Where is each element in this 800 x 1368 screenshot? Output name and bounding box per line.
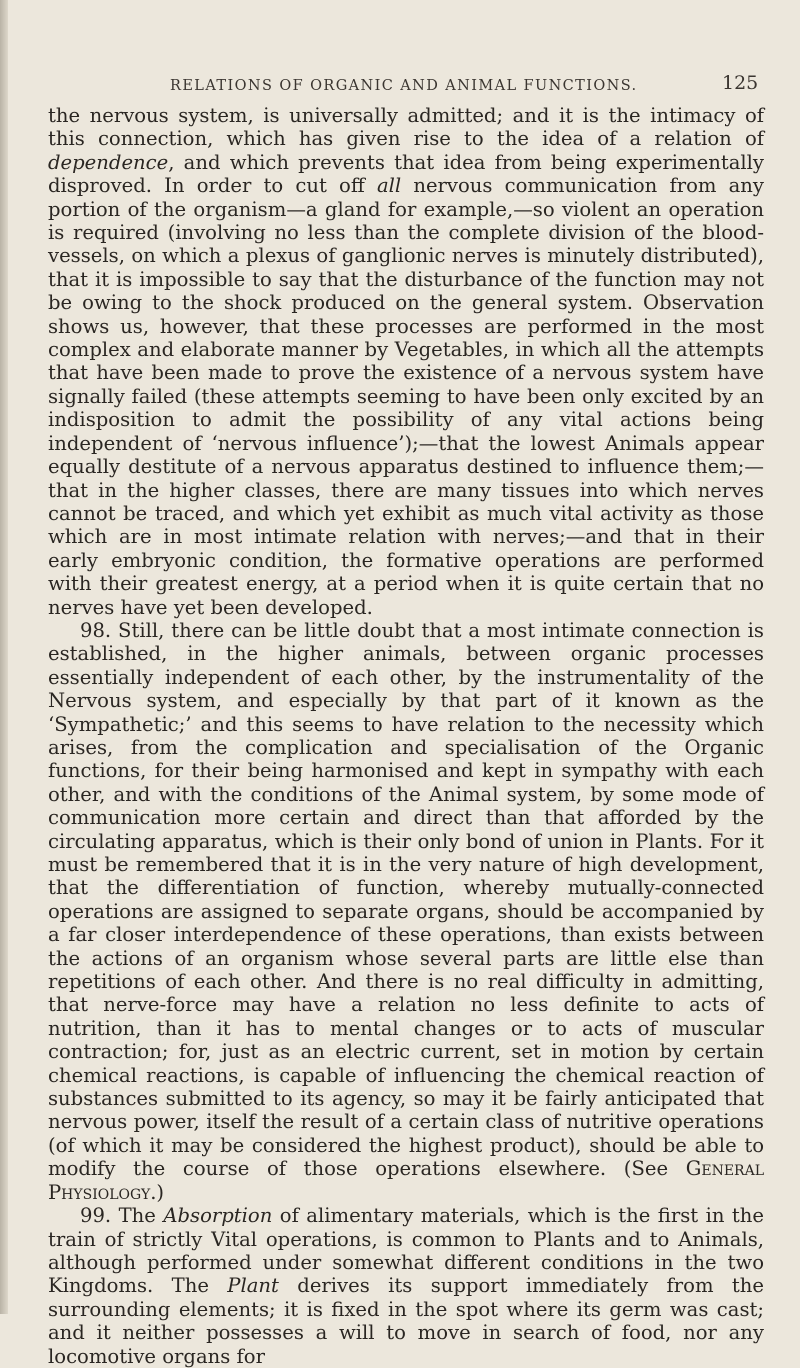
text-run: .)	[150, 1180, 165, 1204]
italic-run: Absorption	[163, 1204, 273, 1228]
page-number: 125	[722, 72, 759, 94]
running-head: RELATIONS OF ORGANIC AND ANIMAL FUNCTIONS.	[170, 78, 638, 94]
paragraph-continuation	[48, 104, 764, 619]
italic-run: dependence	[48, 150, 169, 174]
italic-run: Plant	[227, 1274, 279, 1298]
text-run: 98. Still, there can be little doubt that a most intimate connection is established, in the higher animals, between organic processes essentially independent of each other, by the instrumentality of the Nervous system, and especially by that part of it known as the ‘Sympathetic;’ and this seems to have relation to the necessity which arises, from the complication and specialisation of the Organic functions, for their being harmonised and kept in sympathy with each other, and with the conditions of the Animal system, by some mode of communication more certain and direct than that afforded by the circulating apparatus, which is their only bond of union in Plants. For it must be remembered that it is in the very nature of high development, that the differentiation of function, whereby mutually-connected operations are assigned to separate organs, should be accompanied by a far closer interdependence of these operations, than exists between the actions of an organism whose several parts are little else than repetitions of each other. And there is no real difficulty in admitting, that nerve-force may have a relation no less definite to acts of nutrition, than it has to mental changes or to acts of muscular contraction; for, just as an electric current, set in motion by certain chemical reactions, is capable of influencing the chemical reaction of substances submitted to its agency, so may it be fairly anticipated that nervous power, itself the result of a certain class of nutritive operations (of which it may be considered the highest product), should be able to modify the course of those operations elsewhere. (See	[48, 618, 764, 1181]
text-run: , and which prevents that idea from being experimentally disproved. In order to cut off	[48, 150, 764, 198]
text-run: of alimentary materials, which is the first in the train of strictly Vital operations, is common to Plants and to Animals, although performed under somewhat different conditions in the two Kingdoms. The	[48, 1204, 765, 1298]
text-run: nervous communication from any portion of the organism—a gland for example,—so violent an operation is required (involving no less than the complete division of the blood-vessels, on which a plexus of ganglionic nerves is minutely distributed), that it is impossible to say that the disturbance of the function may not be owing to the shock produced on the general system. Observation shows us, however, that these processes are performed in the most complex and elaborate manner by Vegetables, in which all the attempts that have been made to prove the existence of a nervous system have signally failed (these attempts seeming to have been only excited by an indisposition to admit the possibility of any vital actions being independent of ‘nervous influence’);—that the lowest Animals appear equally destitute of a nervous apparatus destined to influence them;—that in the higher classes, there are many tissues into which nerves cannot be traced, and which yet exhibit as much vital activity as those which are in most intimate relation with nerves;—and that in their early embryonic condition, the formative operations are performed with their greatest energy, at a period when it is quite certain that no nerves have yet been developed.	[48, 174, 764, 619]
text-run: 99. The	[80, 1204, 164, 1228]
small-caps-run: General Physiology	[48, 1157, 764, 1204]
paragraph-99	[48, 1204, 764, 1368]
italic-run: all	[376, 174, 402, 198]
paragraph-98	[48, 619, 764, 1204]
binding-gutter	[0, 0, 8, 1314]
text-run: the nervous system, is universally admitted; and it is the intimacy of this connection, which has given rise to the idea of a relation of	[48, 104, 764, 151]
text-run: derives its support immediately from the surrounding elements; it is fixed in the spot where its germ was cast; and it neither possesses a will to move in search of food, nor any locomotive organs for	[48, 1274, 764, 1368]
body-text	[48, 104, 764, 1368]
